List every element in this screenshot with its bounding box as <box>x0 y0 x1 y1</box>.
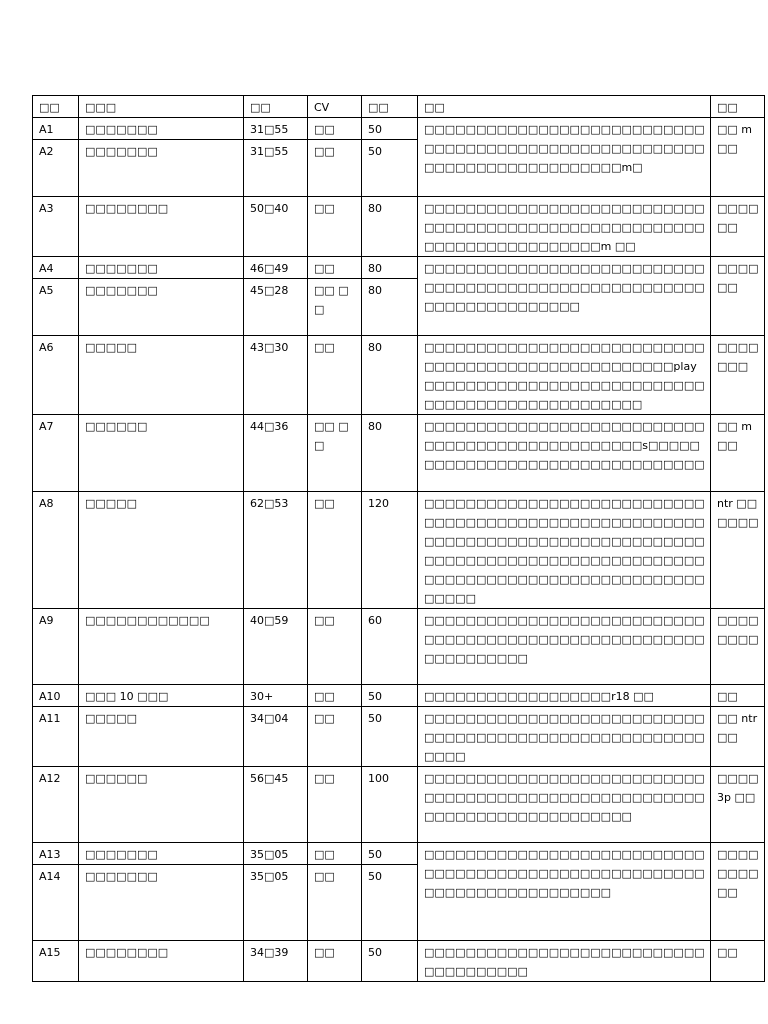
row-id: A5 <box>33 279 79 336</box>
row-title: □□□□□□□□ <box>79 941 244 982</box>
table-row <box>33 941 765 982</box>
row-points: 50 <box>362 865 418 941</box>
row-tag: □□□□ 3p □□ <box>711 767 765 843</box>
row-tag: □□□□□□□ <box>711 336 765 415</box>
row-id: A9 <box>33 609 79 685</box>
row-title: □□□□□□□□□□□□ <box>79 609 244 685</box>
row-note: □□□□□□□□□□□□□□□□□□□□□□□□□□□□□□□□□□□□□□□□□□□□□□□□s□□□□□□□□□□□□□□□□□□□□□□□□□□□□□□□□ <box>418 415 711 492</box>
row-title: □□□□□□□ <box>79 865 244 941</box>
row-cv: □□ <box>308 140 362 197</box>
row-duration: 34□39 <box>244 941 308 982</box>
row-id: A6 <box>33 336 79 415</box>
row-duration: 30+ <box>244 685 308 707</box>
row-tag: □□ m □□ <box>711 415 765 492</box>
table-row <box>33 415 765 492</box>
row-points: 80 <box>362 415 418 492</box>
row-note: □□□□□□□□□□□□□□□□□□□□□□□□□□□□□□□□□□□□□□□□□□□□□□□□□□□□□□□□□□□□□□□□□□□□□□□□□□ <box>418 767 711 843</box>
row-cv: □□ <box>308 492 362 609</box>
row-cv: □□ <box>308 767 362 843</box>
row-duration: 56□45 <box>244 767 308 843</box>
table-row <box>33 685 765 707</box>
row-cv: □□ <box>308 197 362 257</box>
row-cv: □□ <box>308 941 362 982</box>
row-duration: 34□04 <box>244 707 308 767</box>
row-title: □□□□□□□ <box>79 140 244 197</box>
row-title: □□□□□ <box>79 336 244 415</box>
row-cv: □□ <box>308 685 362 707</box>
row-title: □□□□□□□ <box>79 118 244 140</box>
row-points: 100 <box>362 767 418 843</box>
row-tag: □□□□□□□□□□ <box>711 843 765 941</box>
row-note: □□□□□□□□□□□□□□□□□□r18 □□ <box>418 685 711 707</box>
row-title: □□□□□□□ <box>79 257 244 279</box>
row-duration: 35□05 <box>244 843 308 865</box>
row-points: 80 <box>362 197 418 257</box>
row-points: 50 <box>362 707 418 767</box>
row-tag: □□□□□□□□ <box>711 609 765 685</box>
row-tag: □□ <box>711 685 765 707</box>
row-cv: □□ <box>308 865 362 941</box>
row-tag: □□□□□□ <box>711 257 765 336</box>
row-id: A15 <box>33 941 79 982</box>
row-note: □□□□□□□□□□□□□□□□□□□□□□□□□□□□□□□□□□□□□□□□□□□□□□□□□□□□□□□□□□□□□□□□ <box>418 609 711 685</box>
records-table <box>32 95 765 982</box>
table-row <box>33 707 765 767</box>
row-note: □□□□□□□□□□□□□□□□□□□□□□□□□□□□□□□□□□□□□□□□□□□□□□□□□□□□□□□□□□□□□□□□□□□□□□□m □□ <box>418 197 711 257</box>
row-id: A7 <box>33 415 79 492</box>
table-row <box>33 197 765 257</box>
header-note: □□ <box>418 96 711 118</box>
row-cv: □□ <box>308 843 362 865</box>
row-tag: ntr □□□□□□ <box>711 492 765 609</box>
row-tag: □□ m □□ <box>711 118 765 197</box>
table-row <box>33 492 765 609</box>
row-id: A12 <box>33 767 79 843</box>
row-points: 50 <box>362 843 418 865</box>
row-points: 50 <box>362 118 418 140</box>
row-cv: □□ <box>308 118 362 140</box>
header-cv: CV <box>308 96 362 118</box>
row-duration: 35□05 <box>244 865 308 941</box>
row-duration: 31□55 <box>244 118 308 140</box>
row-id: A14 <box>33 865 79 941</box>
row-duration: 43□30 <box>244 336 308 415</box>
row-tag: □□□□□□ <box>711 197 765 257</box>
row-cv: □□ <box>308 257 362 279</box>
row-note: □□□□□□□□□□□□□□□□□□□□□□□□□□□□□□□□□□□□□□□□□□□□□□□□□□□□□□□□□□□□□□□□□□□□□□□□ <box>418 843 711 941</box>
row-title: □□□□□□□ <box>79 279 244 336</box>
row-duration: 31□55 <box>244 140 308 197</box>
row-points: 60 <box>362 609 418 685</box>
table-row <box>33 336 765 415</box>
table-row <box>33 118 765 140</box>
row-note: □□□□□□□□□□□□□□□□□□□□□□□□□□□□□□□□□□□□□□□□□□□□□□□□□□□play□□□□□□□□□□□□□□□□□□□□□□□□□□□□□□□□□□□□□□□□□□□□□□□□ <box>418 336 711 415</box>
row-cv: □□ <box>308 609 362 685</box>
row-title: □□□□□□□□ <box>79 197 244 257</box>
header-tag: □□ <box>711 96 765 118</box>
row-id: A13 <box>33 843 79 865</box>
row-cv: □□ □□ <box>308 415 362 492</box>
row-points: 50 <box>362 941 418 982</box>
row-id: A8 <box>33 492 79 609</box>
row-cv: □□ <box>308 707 362 767</box>
row-points: 80 <box>362 336 418 415</box>
row-id: A10 <box>33 685 79 707</box>
row-points: 50 <box>362 140 418 197</box>
row-id: A4 <box>33 257 79 279</box>
table-row <box>33 609 765 685</box>
table-row <box>33 257 765 279</box>
row-cv: □□ □□ <box>308 279 362 336</box>
row-tag: □□ <box>711 941 765 982</box>
header-id: □□ <box>33 96 79 118</box>
row-points: 80 <box>362 279 418 336</box>
header-points: □□ <box>362 96 418 118</box>
row-duration: 40□59 <box>244 609 308 685</box>
row-title: □□□□□ <box>79 492 244 609</box>
row-id: A1 <box>33 118 79 140</box>
row-tag: □□ ntr □□ <box>711 707 765 767</box>
row-duration: 44□36 <box>244 415 308 492</box>
row-title: □□□□□□ <box>79 415 244 492</box>
header-duration: □□ <box>244 96 308 118</box>
row-note: □□□□□□□□□□□□□□□□□□□□□□□□□□□□□□□□□□□□□ <box>418 941 711 982</box>
row-note: □□□□□□□□□□□□□□□□□□□□□□□□□□□□□□□□□□□□□□□□□□□□□□□□□□□□□□□□□□□□□□□□□□□□□□□□□m□ <box>418 118 711 197</box>
table-row <box>33 843 765 865</box>
row-cv: □□ <box>308 336 362 415</box>
row-id: A11 <box>33 707 79 767</box>
row-points: 50 <box>362 685 418 707</box>
header-title: □□□ <box>79 96 244 118</box>
table-header-row <box>33 96 765 118</box>
row-duration: 62□53 <box>244 492 308 609</box>
row-title: □□□□□□□ <box>79 843 244 865</box>
row-points: 120 <box>362 492 418 609</box>
row-note: □□□□□□□□□□□□□□□□□□□□□□□□□□□□□□□□□□□□□□□□□□□□□□□□□□□□□□□□□□ <box>418 707 711 767</box>
row-note: □□□□□□□□□□□□□□□□□□□□□□□□□□□□□□□□□□□□□□□□□□□□□□□□□□□□□□□□□□□□□□□□□□□□□□□□□□□□□□□□□□□□□□□□□□□□□□□□□□□□□□□□□□□□□□□□□□□□□□□□□□□□□□□□□□□□□□□□□□□□ <box>418 492 711 609</box>
row-duration: 46□49 <box>244 257 308 279</box>
row-id: A2 <box>33 140 79 197</box>
row-title: □□□ 10 □□□ <box>79 685 244 707</box>
row-points: 80 <box>362 257 418 279</box>
row-title: □□□□□□ <box>79 767 244 843</box>
row-note: □□□□□□□□□□□□□□□□□□□□□□□□□□□□□□□□□□□□□□□□□□□□□□□□□□□□□□□□□□□□□□□□□□□□□ <box>418 257 711 336</box>
row-title: □□□□□ <box>79 707 244 767</box>
row-id: A3 <box>33 197 79 257</box>
table-row <box>33 767 765 843</box>
row-duration: 45□28 <box>244 279 308 336</box>
row-duration: 50□40 <box>244 197 308 257</box>
